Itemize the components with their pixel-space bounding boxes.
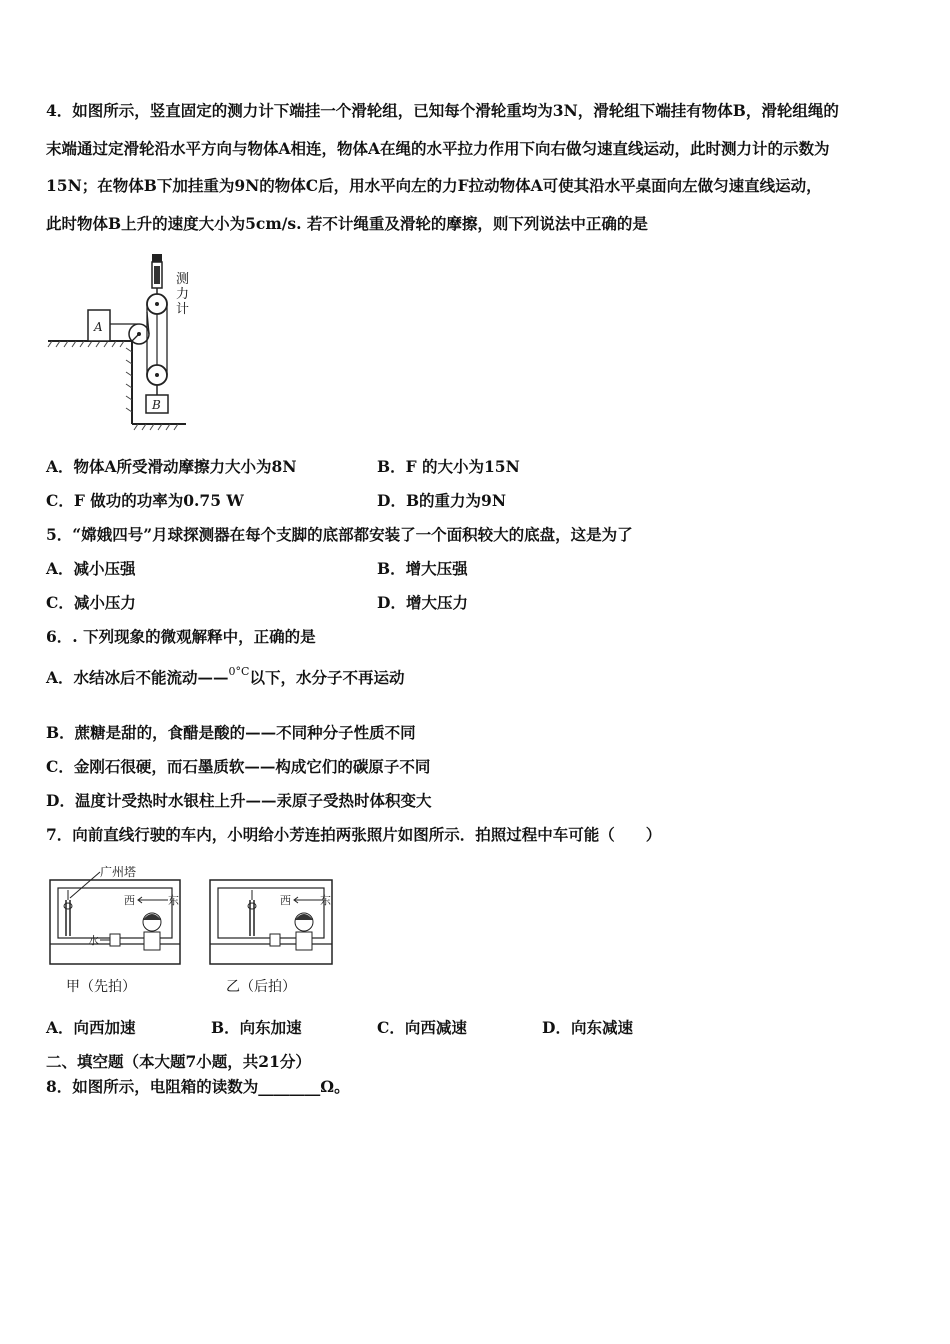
- q6-option-a-pre: A．水结冰后不能流动——: [46, 668, 229, 687]
- q7-option-a[interactable]: A．向西加速: [46, 1018, 136, 1037]
- q8-stem: [46, 1077, 350, 1097]
- q4-option-b[interactable]: B．F 的大小为15N: [377, 457, 520, 476]
- q5-option-d[interactable]: D．增大压力: [377, 593, 468, 612]
- q4-line-1: 4．如图所示，竖直固定的测力计下端挂一个滑轮组，已知每个滑轮重均为3N，滑轮组下端挂有物体B，滑轮组绳的: [46, 101, 839, 120]
- q6-option-c[interactable]: C．金刚石很硬，而石墨质软——构成它们的碳原子不同: [46, 757, 431, 776]
- q7-option-b[interactable]: B．向东加速: [211, 1018, 302, 1037]
- q8-answer-blank[interactable]: ________: [258, 1077, 321, 1096]
- photo-figure-jia: [46, 858, 186, 968]
- spring-scale-label: 测力计: [176, 272, 190, 317]
- section-title: 二、填空题（本大题7小题，共21分）: [46, 1052, 311, 1071]
- q7-stem: 7．向前直线行驶的车内，小明给小芳连拍两张照片如图所示．拍照过程中车可能（ ）: [46, 825, 662, 844]
- west-label-2: 西: [280, 894, 291, 907]
- block-b-label: B: [152, 398, 161, 412]
- q5-option-b[interactable]: B．增大压强: [377, 559, 468, 578]
- block-a-label: A: [94, 320, 103, 334]
- q4-line-3: 15N；在物体B下加挂重为9N的物体C后，用水平向左的力F拉动物体A可使其沿水平桌面向左做匀速直线运动，: [46, 176, 822, 195]
- photo-figure-yi: [206, 858, 336, 968]
- q7-option-d[interactable]: D．向东减速: [542, 1018, 633, 1037]
- pulley-figure: [46, 252, 206, 432]
- q6-option-b[interactable]: B．蔗糖是甜的，食醋是酸的——不同种分子性质不同: [46, 723, 416, 742]
- q6-option-d[interactable]: D．温度计受热时水银柱上升——汞原子受热时体积变大: [46, 791, 432, 810]
- east-label-2: 东: [320, 894, 331, 907]
- q8-stem-pre: 8．如图所示，电阻箱的读数为: [46, 1077, 259, 1096]
- temperature-label: 0°C: [228, 665, 250, 678]
- q4-line-2: 末端通过定滑轮沿水平方向与物体A相连，物体A在绳的水平拉力作用下向右做匀速直线运动，此时测力计的示数为: [46, 139, 830, 158]
- q8-stem-post: Ω。: [320, 1077, 350, 1096]
- q6-option-a[interactable]: [46, 665, 405, 690]
- tower-label: 广州塔: [100, 865, 137, 879]
- q5-option-c[interactable]: C．减小压力: [46, 593, 136, 612]
- q4-option-d[interactable]: D．B的重力为9N: [377, 491, 506, 510]
- q5-option-a[interactable]: A．减小压强: [46, 559, 136, 578]
- q4-option-c[interactable]: C．F 做功的功率为0.75 W: [46, 491, 244, 510]
- caption-yi: 乙（后拍）: [226, 979, 296, 995]
- q4-line-4: 此时物体B上升的速度大小为5cm/s. 若不计绳重及滑轮的摩擦，则下列说法中正确的是: [46, 214, 648, 233]
- q4-option-a[interactable]: A．物体A所受滑动摩擦力大小为8N: [46, 457, 297, 476]
- q7-option-c[interactable]: C．向西减速: [377, 1018, 467, 1037]
- east-label: 东: [168, 894, 179, 907]
- caption-jia: 甲（先拍）: [66, 979, 136, 995]
- west-label: 西: [124, 894, 135, 907]
- water-label: 水: [88, 934, 99, 947]
- q6-option-a-post: 以下，水分子不再运动: [249, 668, 405, 687]
- q5-stem: 5．“嫦娥四号”月球探测器在每个支脚的底部都安装了一个面积较大的底盘，这是为了: [46, 525, 633, 544]
- q6-stem: 6．. 下列现象的微观解释中，正确的是: [46, 627, 316, 646]
